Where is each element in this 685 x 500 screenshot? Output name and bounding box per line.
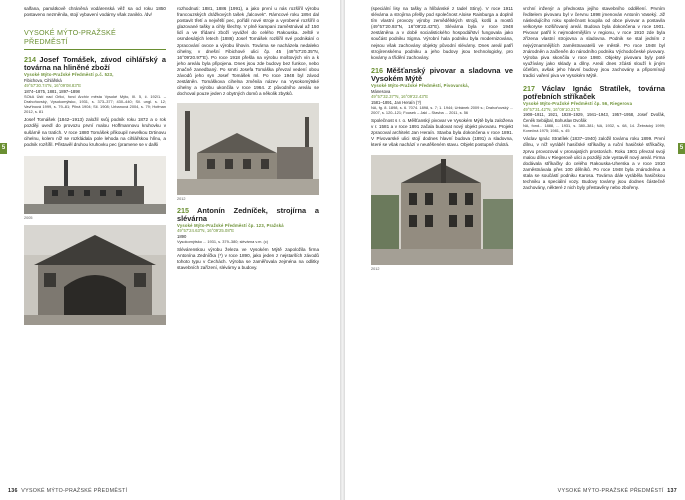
- entry-216-meta: [371, 83, 513, 115]
- left-footer: [8, 488, 127, 494]
- entry-title: Josef Tomášek, závod cihlářský a továrna na hliněné zboží: [24, 55, 166, 73]
- entry-214-header: [24, 56, 166, 72]
- entry-217-body: Václav Ignác Stratílek (1837–1940) založil továrnu roku 1899. První dílnu, v níž vyráběl hasičské stříkačky a ruční hasičské stříkačky, zprvu provozoval v pronajatých prostorách. Roku 1901 převzal svoji malou dílnu v Riegerově ulici a později zde vystavěl nový areál. Firma dodávala stříkačky do celého Rakouska-Uherska a v roce 1910 zaměstnávala přes 100 dělníků. Po roce 1948 byla znárodněna a stala se součástí podniku Karosa. Továrna dále vyráběla hasičskou techniku a speciální vozy. Budovy továrny jsou dodnes částečně zachovány, některé z nich byly přestavěny nebo zbořeny.: [523, 136, 665, 191]
- intro-paragraph: salfana, památkově chráněná vodárenská věž sa od roku 1850 postaveno nezměnila, stojí vybavení vodárny však zaniklo. /dv/: [24, 6, 166, 18]
- entry-references: NA, fg. 8. 1898, s. 6. 7074. 1898, s. 7; 1. 1944; Urbánek 2009 s.; Drahoňovský ... 2007, s. 120–121; Fousek – Jakl – Stavba ... 2011, s. 56: [371, 105, 513, 116]
- entry-title: Antonín Zedníček, strojírna a slévárna: [177, 205, 319, 223]
- entry-214-body: Josef Tomášek (1842–1913) založil svůj podnik roku 1872 a o rok později uvedl do provozu první malou Hoffmannovu kruhovku v sušárně na tratích. V roce 1880 Tomášek přikoupil nevelkou Drtinovu cihelnu, kolem níž se rozkládala pole lehoda na cihlářskou hlínu, a podnik rozšířil. Přistavěl druhou kruhovku pec (pramene se v dalši: [24, 117, 166, 147]
- entry-gps: 49°57'30.74"N, 16°09'08.83"E: [24, 83, 82, 89]
- entry-location-2: Mánesova: [371, 88, 391, 94]
- entry-location: Vysoké Mýto-Pražské Předměstí p.č. 523,: [24, 72, 114, 78]
- photo-brewery: [371, 155, 513, 265]
- entry-year: 1890: [177, 233, 187, 239]
- entry-217-header: [523, 85, 665, 101]
- running-footer: VYSOKÉ MÝTO-PRAŽSKÉ PŘEDMĚSTÍ: [21, 488, 128, 494]
- entry-215-body: Slévárenskou výrobu železa ve Vysokém Mýtě zapoložila firma Antonína Zedníčka (*) v roce 1890, jako jeden z nejstarších závodů tohoto typu v Čechách. Výroba se zaměřovala zejména na odlitky stavebních zařízení, slévárny a budovy.: [177, 247, 319, 271]
- entry-214-meta: [24, 72, 166, 114]
- entry-location: Vysoké Mýto-Pražské Předměstí, Pivovarská,: [371, 83, 470, 89]
- factory-photo-image: [177, 103, 319, 195]
- photo-caption: 2012: [177, 197, 186, 202]
- section-rule: [24, 49, 166, 50]
- entry-years: 1874–1875, 1881, 1897–1898: [24, 88, 80, 94]
- right-column-1: [371, 6, 513, 272]
- entry-references: Vysokomýtsko ... 1931, s. 379–380; slévárna v.m. (c): [177, 239, 269, 245]
- entry-years: 1908–1911, 1921, 1928–1929, 1941–1943, 1957–1958, Josef Dvořák, Čeněk Sebájbal, Bohuslav Dvořák: [523, 112, 665, 123]
- right-page: [345, 0, 685, 500]
- entry-number: 216: [371, 65, 383, 75]
- entry-number: 215: [177, 205, 189, 215]
- page-number: 136: [8, 488, 18, 494]
- brickworks-photo-image: [24, 156, 166, 214]
- chapter-tab-right: 5: [678, 143, 685, 154]
- entry-216-header: [371, 67, 513, 83]
- left-column-2: [177, 6, 319, 272]
- entry-gps: 49°57'24.63"N, 16°09'25.08"E: [177, 228, 235, 234]
- photo-brickworks: [24, 156, 166, 214]
- right-footer: [558, 488, 677, 494]
- entry-years: 1581–1891, Jan Heraín (?): [371, 99, 422, 105]
- chapter-tab-left: 5: [0, 143, 7, 154]
- page-number: 137: [667, 488, 677, 494]
- running-footer: VYSOKÉ MÝTO-PRAŽSKÉ PŘEDMĚSTÍ: [557, 488, 664, 494]
- entry-gps: 49°57'31.42"N, 16°09'10.21"E: [523, 106, 581, 112]
- entry-number: 214: [24, 55, 36, 65]
- entry-number: 217: [523, 84, 535, 94]
- col2-body: vrchní inženýr a přednosta jejího stavebního oddělení. Prvním ředitelem pivovaru byl v červnu 1898 jmenován Antonín Vaseký. Již následujícího roku společnost koupila od obce pivovar a postavila velkoryse rozšiřovaný areál. Budova byla dokončena v roce 1901. Pivovar patřil k nejmodernějším v regionu, v roce 1910 zde byla zřízena vlastní strojovna a sladovna. Podnik se stal jedním z nejvýznamnějších zaměstnavatelů ve městě. Po roce 1948 byl znárodněn a začleněn do národního podniku Východočeské pivovary. Výroba piva skončila v roce 1980. Objekty pivovaru byly poté využívány jako sklady a dílny. Areál dnes zčásti slouží k jiným účelům, avšak jeho hlavní budovy jsou zachovány a připomínají tradici vaření piva ve Vysokém Mýtě.: [523, 6, 665, 79]
- entry-215-header: [177, 207, 319, 223]
- left-page: [0, 0, 340, 500]
- entry-location: Vysoké Mýto-Pražské Předměstí čp. 56, Riegerova: [523, 101, 633, 107]
- col1-body: (speciální lisy na tašky a hlíbánské z tadel Stiny). V roce 1911 slévárna a strojírna přešly pod společnost Aloise Rainburga a doplnil tím vlastní provozy výroby zemědělských strojů, kotlů a mostů (49°57'20.93"N, 16°09'22.43"E). Slévárna byla v roce 1948 zestátněna a v době socialistického hospodářství fungovala jako součást podniku Sigma. Výrobní hala podniku byla modernizována, nejsou však zachovány objekty původní slévárny. Dnes areál patří strojírenskému podniku a jeho budovy jsou technologicky, pro kovárny a třídění zachovány.: [371, 6, 513, 60]
- brewery-photo-image: [371, 155, 513, 265]
- entry-references: SOkA Ústí nad Orlicí, fond Archiv města Vysoké Mýto, III. 5, č. 192/1. – Drahoňovský, Vysokomýtsko, 1931, s. 373–377; 430–440; Sil. ungl. s. 12; Vavřinová 1999, s. 79–81; Pilná 1904; Sil. 1908; Urbanová 2004, s. 79; Hofman 2012, s. 81: [24, 94, 166, 115]
- photo-caption: 2012: [371, 266, 380, 271]
- section-title-line1: VYSOKÉ MÝTO-PRAŽSKÉ: [24, 28, 116, 38]
- entry-references: NA, fond... 1888, ... 1931, s. 380–381; NA, 1932, s. 68, 14. Žebrácký 1999; Konečná 1975; 1981, s. 45: [523, 123, 665, 134]
- entry-location-2: Fibichova, Cihlářská: [24, 77, 62, 83]
- section-title-line2: PŘEDMĚSTÍ: [24, 37, 68, 47]
- photo-caption: 2005: [24, 215, 33, 220]
- gatehouse-photo-image: [24, 225, 166, 325]
- entry-gps: 49°57'32.37"N, 16°09'22.43"E: [371, 94, 429, 100]
- photo-zednicek-building: [24, 225, 166, 325]
- left-column-1: [24, 6, 166, 325]
- col2-body: rozhodnuti: 1881, 1886 (1991), a jako první u nás rozšířil výrobu francouzských drážkových tašek „falcovek". Rámcové roku 1894 dal postavit třetí a největší pec, pořídil nové stroje a vyrobené rozšířil o glazované tašky a cihly šlechty. V plně kampani zaměstnával až 150 lidí a ve třídami zboží vyvážel do celého Rakouska. Ještě v osmdesátých letech (1886) Josef Tomášek rozšířil své podnikání o zpracování ovoce a výrobu lihovin. Továrna se nacházela nedaleko cihelny, v dnešní Fibichové ulici čp. 45 (49°57'20.35"N, 16°09'20.97"E). Po roce 1918 přešla na výrobu moštových vín a k jeho areálu byla připojena. Dnes jsou zde budovy bez funkce, nebo značně zanedbaný. Po smrti Josefa Tomáška převzal vedení obou závodů jeho syn Josef Tomášek ml. Po roce 1948 byl závod zestátněn. Tomáškova cihelna změnila název na Vysokomýtské cihelny a výrobu ukončila v roce 1964. Z původního areálu se dochoval pouze jeden z obytných domů a několik zbytků.: [177, 6, 319, 97]
- entry-location: Vysoké Mýto-Pražské Předměstí čp. 123, Pražská: [177, 222, 284, 228]
- entry-215-meta: [177, 223, 319, 245]
- entry-217-meta: [523, 101, 665, 133]
- right-column-2: [523, 6, 665, 191]
- entry-title: Měšťanský pivovar a sladovna ve Vysokém Mýtě: [371, 65, 514, 83]
- entry-216-body: Společnost s r. o. Měšťanský pivovar ve Vysokém Mýtě byla založena v r. 1581 a v roce 1891 začala budovat nový objekt pivovaru. Projekt zpracoval architekt Jan Heraín. Stavba byla dokončena v roce 1891. V Pivovarské ulici stojí dodnes hlavní budova (1891) a sladovna, které se však nachází v neutěšeném stavu. Objekt postupně chátrá.: [371, 118, 513, 148]
- photo-factory-chimneys: [177, 103, 319, 195]
- entry-title: Václav Ignác Stratílek, továrna potřebních stříkaček: [523, 84, 665, 102]
